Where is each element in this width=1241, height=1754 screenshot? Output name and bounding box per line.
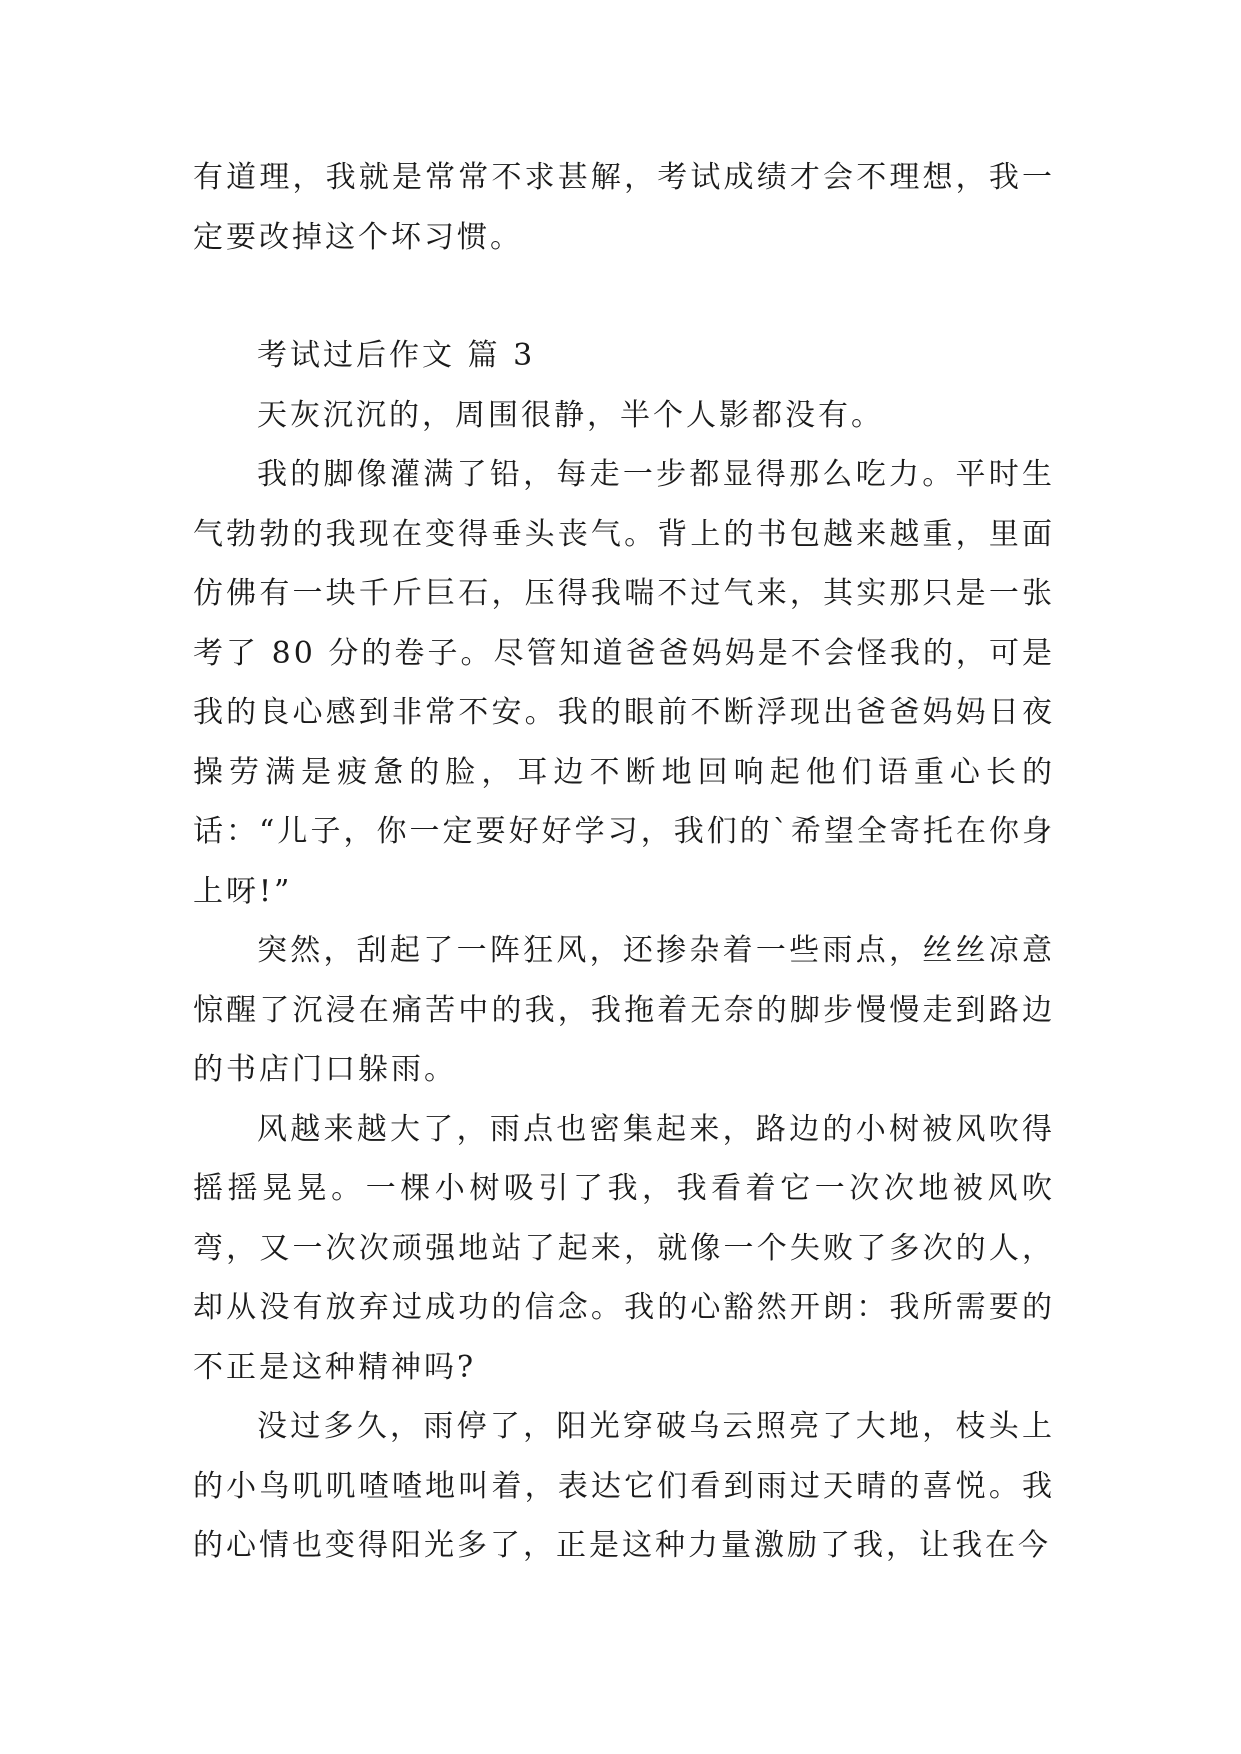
document-page [193,148,1055,1576]
paragraph-4: 风越来越大了，雨点也密集起来，路边的小树被风吹得摇摇晃晃。一棵小树吸引了我，我看着它一次次地被风吹弯，又一次次顽强地站了起来，就像一个失败了多次的人，却从没有放弃过成功的信念。我的心豁然开朗：我所需要的不正是这种精神吗? [193,1111,1055,1385]
continuation-paragraph: 有道理，我就是常常不求甚解，考试成绩才会不理想，我一定要改掉这个坏习惯。 [193,160,1055,255]
paragraph-3: 突然，刮起了一阵狂风，还掺杂着一些雨点，丝丝凉意惊醒了沉浸在痛苦中的我，我拖着无奈的脚步慢慢走到路边的书店门口躲雨。 [193,933,1055,1087]
paragraph-5: 没过多久，雨停了，阳光穿破乌云照亮了大地，枝头上的小鸟叽叽喳喳地叫着，表达它们看到雨过天晴的喜悦。我的心情也变得阳光多了，正是这种力量激励了我，让我在今 [193,1409,1055,1563]
paragraph-1: 天灰沉沉的，周围很静，半个人影都没有。 [257,397,884,433]
paragraph-2: 我的脚像灌满了铅，每走一步都显得那么吃力。平时生气勃勃的我现在变得垂头丧气。背上的书包越来越重，里面仿佛有一块千斤巨石，压得我喘不过气来，其实那只是一张考了 80 分的卷子。尽管知道爸爸妈妈是不会怪我的，可是我的良心感到非常不安。我的眼前不断浮现出爸爸妈妈日夜操劳满是疲惫的脸，耳边不断地回响起他们语重心长的话：“儿子，你一定要好好学习，我们的`希望全寄托在你身上呀!” [193,457,1055,909]
essay-heading: 考试过后作文 篇 3 [257,338,536,373]
